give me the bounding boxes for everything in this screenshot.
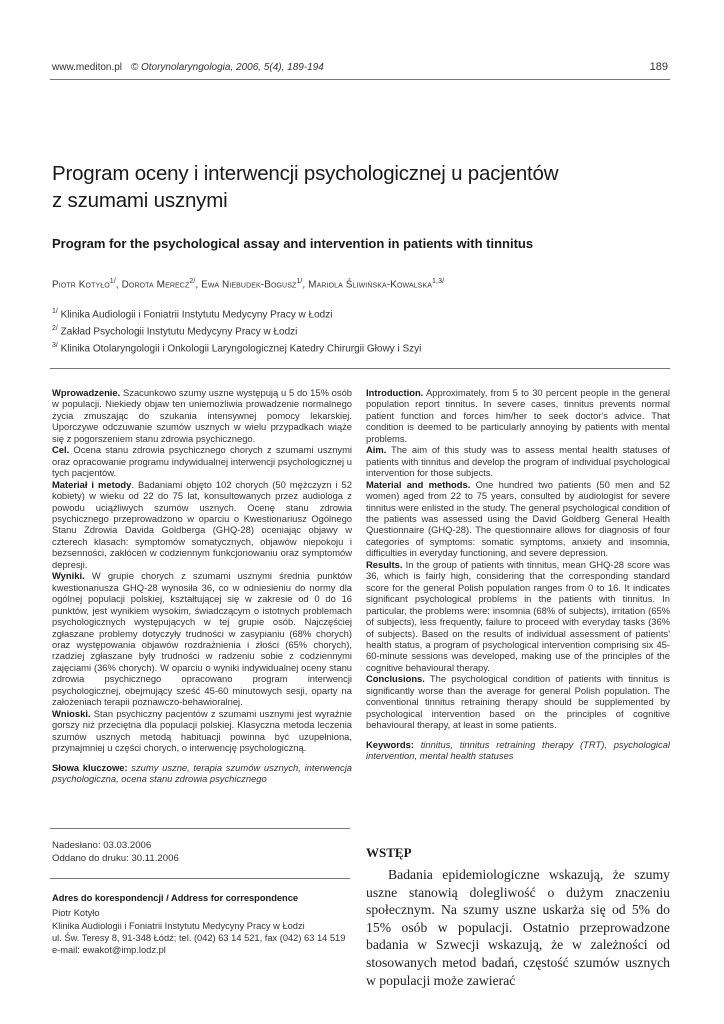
- abstract-paragraph: [52, 479, 352, 571]
- abstract-divider: [50, 368, 670, 369]
- author: Dorota Merecz: [121, 279, 190, 291]
- abstract-paragraph: [52, 570, 352, 707]
- site-link[interactable]: www.mediton.pl: [52, 62, 123, 73]
- abstract-label: Material and methods.: [366, 478, 471, 490]
- affiliation-mark: 2/: [52, 324, 58, 332]
- abstract-paragraph: [366, 479, 670, 559]
- abstract-label: Wnioski.: [52, 707, 91, 719]
- affiliation-text: Klinika Otolaryngologii i Onkologii Laryngologicznej Katedry Chirurgii Głowy i Szyi: [60, 342, 422, 354]
- affiliation-mark: 3/: [52, 341, 58, 349]
- author-affiliation-mark: 1/: [296, 278, 303, 285]
- abstract-label: Introduction.: [366, 387, 424, 398]
- page-number: 189: [649, 61, 668, 73]
- abstract-text: Stan psychiczny pacjentów z szumami usznymi jest wyraźnie gorszy niż przeciętna dla populacji polskiej. Klasyczna metoda leczenia szumów usznych metodą habituacji powinna być uzupełniona, przynajmniej u części chorych, o interwencję psychologiczną.: [52, 707, 352, 754]
- abstract-label: Materiał i metody: [52, 478, 132, 490]
- abstract-text: The psychological condition of patients with tinnitus is significantly worse than the average for general Polish population. The conventional tinnitus retraining therapy should be supplemented by psychological intervention based on the principles of cognitive behavioural therapy, at least in some patients.: [366, 673, 670, 731]
- abstract-text: W grupie chorych z szumami usznymi średnia punktów kwestionariusza GHQ-28 wynosiła 36, co w odniesieniu do normy dla ogólnej populacji polskiej, kształtującej się w zakresie od 0 do 16 punktów, jest wynikiem wysokim, świadczącym o istotnych problemach psychologicznych występujących w tej grupie osób. Najczęściej zgłaszane problemy dotyczyły trudności w zasypianiu (68% chorych) oraz występowania objawów rozdrażnienia i złości (65% chorych), rzadziej zgłaszane były trudności w radzeniu sobie z codziennymi zajęciami (36% chorych). W oparciu o wyniki indywidualnej oceny stanu zdrowia psychicznego opracowano program interwencji psychologicznej, obejmujący sześć 45-60 minutowych sesji, oparty na założeniach terapii poznawczo-behawioralnej.: [52, 570, 352, 708]
- running-header: [52, 62, 324, 73]
- abstract-paragraph: [366, 444, 670, 478]
- affiliation-text: Zakład Psychologii Instytutu Medycyny Pracy w Łodzi: [60, 326, 298, 338]
- correspondence-heading: Adres do korespondencji / Address for correspondence: [52, 893, 299, 903]
- author-list: Piotr Kotyło$^{1/}$, Dorota Merecz$^{2/}$, Ewa Niebudek-Bogusz$^{1/}$, Mariola Śliwińska-Kowalska$^{1,3/}$: [52, 278, 445, 291]
- affiliation: [52, 322, 672, 339]
- correspondence-name: Piotr Kotyło: [52, 908, 100, 919]
- abstract-text: The aim of this study was to assess mental health statuses of patients with tinnitus and develop the program of individual psychological intervention for those subjects.: [366, 444, 670, 479]
- title-polish-line1: Program oceny i interwencji psychologicznej u pacjentów: [52, 162, 559, 185]
- abstract-paragraph: [52, 444, 352, 478]
- abstract-label: Results.: [366, 558, 403, 570]
- keywords-english: [366, 739, 670, 762]
- correspondence-address: ul. Św. Teresy 8, 91-348 Łódź; tel. (042) 63 14 521, fax (042) 63 14 519: [52, 932, 346, 943]
- abstract-text: Szacunkowo szumy uszne występują u 5 do 15% osób w populacji. Niekiedy objaw ten uniemożliwia prowadzenie normalnego życia zmuszając do szukania intensywnej pomocy lekarskiej. Uporczywe odczuwanie szumów usznych w wielu przypadkach wiąże się z pogorszeniem stanu zdrowia psychicznego.: [52, 387, 352, 444]
- title-english: Program for the psychological assay and intervention in patients with tinnitus: [52, 236, 534, 251]
- abstract-text: Approximately, from 5 to 30 percent people in the general population report tinnitus. In severe cases, tinnitus prevents normal patient function and forces him/her to seek doctor's advice. That condition is deemed to be particularly annoying by patients with mental problems.: [366, 387, 670, 444]
- abstract-text: Ocena stanu zdrowia psychicznego chorych z szumami usznymi oraz opracowanie programu indywidualnej interwencji psychologicznej u tych pacjentów.: [52, 444, 352, 479]
- author: Mariola Śliwińska-Kowalska: [308, 279, 433, 291]
- abstract-paragraph: [366, 673, 670, 730]
- affiliation-list: [52, 305, 672, 355]
- abstract-text: . Badaniami objęto 102 chorych (50 mężczyzn i 52 kobiety) w wieku od 22 do 75 lat, konsultowanych przez audiologa z powodu uciążliwych szumów usznych. Ocenę stanu zdrowia psychicznego przeprowadzono w oparciu o Kwestionariusz Ogólnego Stanu Zdrowia Davida Goldberga (GHQ-28) oceniając objawy w czterech klasach: symptomów somatycznych, objawów niepokoju i bezsenności, zakłóceń w codziennym funkcjonowaniu oraz symptomów depresji.: [52, 478, 352, 570]
- journal-citation: © Otorynolaryngologia, 2006, 5(4), 189-194: [130, 62, 324, 73]
- intro-paragraph: Badania epidemiologiczne wskazują, że szumy uszne stanowią dolegliwość o dużym znaczeniu społecznym. Na szumy uszne uskarża się od 5% do 15% osób w populacji. Ostatnio przeprowadzone badania w Szwecji wskazują, że w zależności od stosowanych metod badań, częstość szumów usznych w populacji może zawierać: [366, 867, 670, 988]
- author: Ewa Niebudek-Bogusz: [201, 279, 297, 291]
- abstract-paragraph: [366, 559, 670, 674]
- correspondence-block: [52, 892, 352, 956]
- affiliation: [52, 339, 672, 356]
- correspondence-divider: [50, 878, 350, 879]
- abstract-label: Wprowadzenie.: [52, 387, 121, 398]
- abstract-paragraph: [52, 708, 352, 754]
- correspondence-email[interactable]: e-mail: ewakot@imp.lodz.pl: [52, 945, 166, 956]
- abstract-label: Aim.: [366, 444, 387, 456]
- affiliation: [52, 305, 672, 322]
- accepted-date: Oddano do druku: 30.11.2006: [52, 852, 179, 864]
- title-polish-line2: z szumami usznymi: [52, 189, 228, 212]
- abstract-polish: [52, 387, 352, 784]
- abstract-text: In the group of patients with tinnitus, mean GHQ-28 score was 36, which is fairly high, considering that the corresponding standard score for the general Polish population ranges from 0 to 16. It indicates significant psychological problems in the patients with tinnitus. In particular, the problems were: insomnia (68% of subjects), irritation (65% of subjects), less frequently, failure to proceed with everyday tasks (36% of subjects). Based on the results of individual assessment of patients' health status, a program of psychological intervention comprising six 45-60-minute sessions was developed, making use of the principles of the cognitive behavioural therapy.: [366, 558, 670, 673]
- keywords-label: Słowa kluczowe:: [52, 761, 128, 773]
- submission-dates: [52, 840, 179, 865]
- keywords-text: szumy uszne, terapia szumów usznych, interwencja psychologiczna, ocena stanu zdrowia psychicznego: [52, 761, 352, 784]
- abstract-label: Cel.: [52, 444, 70, 456]
- keywords-polish: [52, 762, 352, 785]
- author-affiliation-mark: 1,3/: [432, 278, 445, 285]
- author-affiliation-mark: 1/: [109, 278, 116, 285]
- affiliation-text: Klinika Audiologii i Foniatrii Instytutu Medycyny Pracy w Łodzi: [60, 309, 333, 321]
- abstract-paragraph: [52, 387, 352, 444]
- header-divider: [50, 79, 670, 80]
- abstract-label: Conclusions.: [366, 673, 425, 685]
- keywords-label: Keywords:: [366, 738, 414, 750]
- affiliation-mark: 1/: [52, 308, 58, 315]
- abstract-english: [366, 387, 670, 762]
- section-heading: WSTĘP: [366, 845, 412, 860]
- title-polish: [52, 160, 652, 214]
- intro-body: [366, 866, 670, 989]
- author-affiliation-mark: 2/: [189, 278, 196, 285]
- abstract-text: One hundred two patients (50 men and 52 women) aged from 22 to 75 years, consulted by audiologist for severe tinnitus were enlisted in the study. The general psychological condition of the patients was assessed using the David Goldberg General Health Questionnaire (GHQ-28). The questionnaire allows for diagnosis of four categories of symptoms: somatic symptoms, anxiety and insomnia, difficulties in everyday functioning, and severe depression.: [366, 478, 671, 559]
- keywords-text: tinnitus, tinnitus retraining therapy (TRT), psychological intervention, mental health statuses: [366, 738, 670, 762]
- received-date: Nadesłano: 03.03.2006: [52, 840, 152, 851]
- correspondence-institution: Klinika Audiologii i Foniatrii Instytutu Medycyny Pracy w Łodzi: [52, 920, 305, 931]
- abstract-end-divider: [50, 828, 350, 829]
- abstract-label: Wyniki.: [52, 570, 85, 582]
- abstract-paragraph: [366, 387, 670, 444]
- author: Piotr Kotyło: [52, 279, 110, 291]
